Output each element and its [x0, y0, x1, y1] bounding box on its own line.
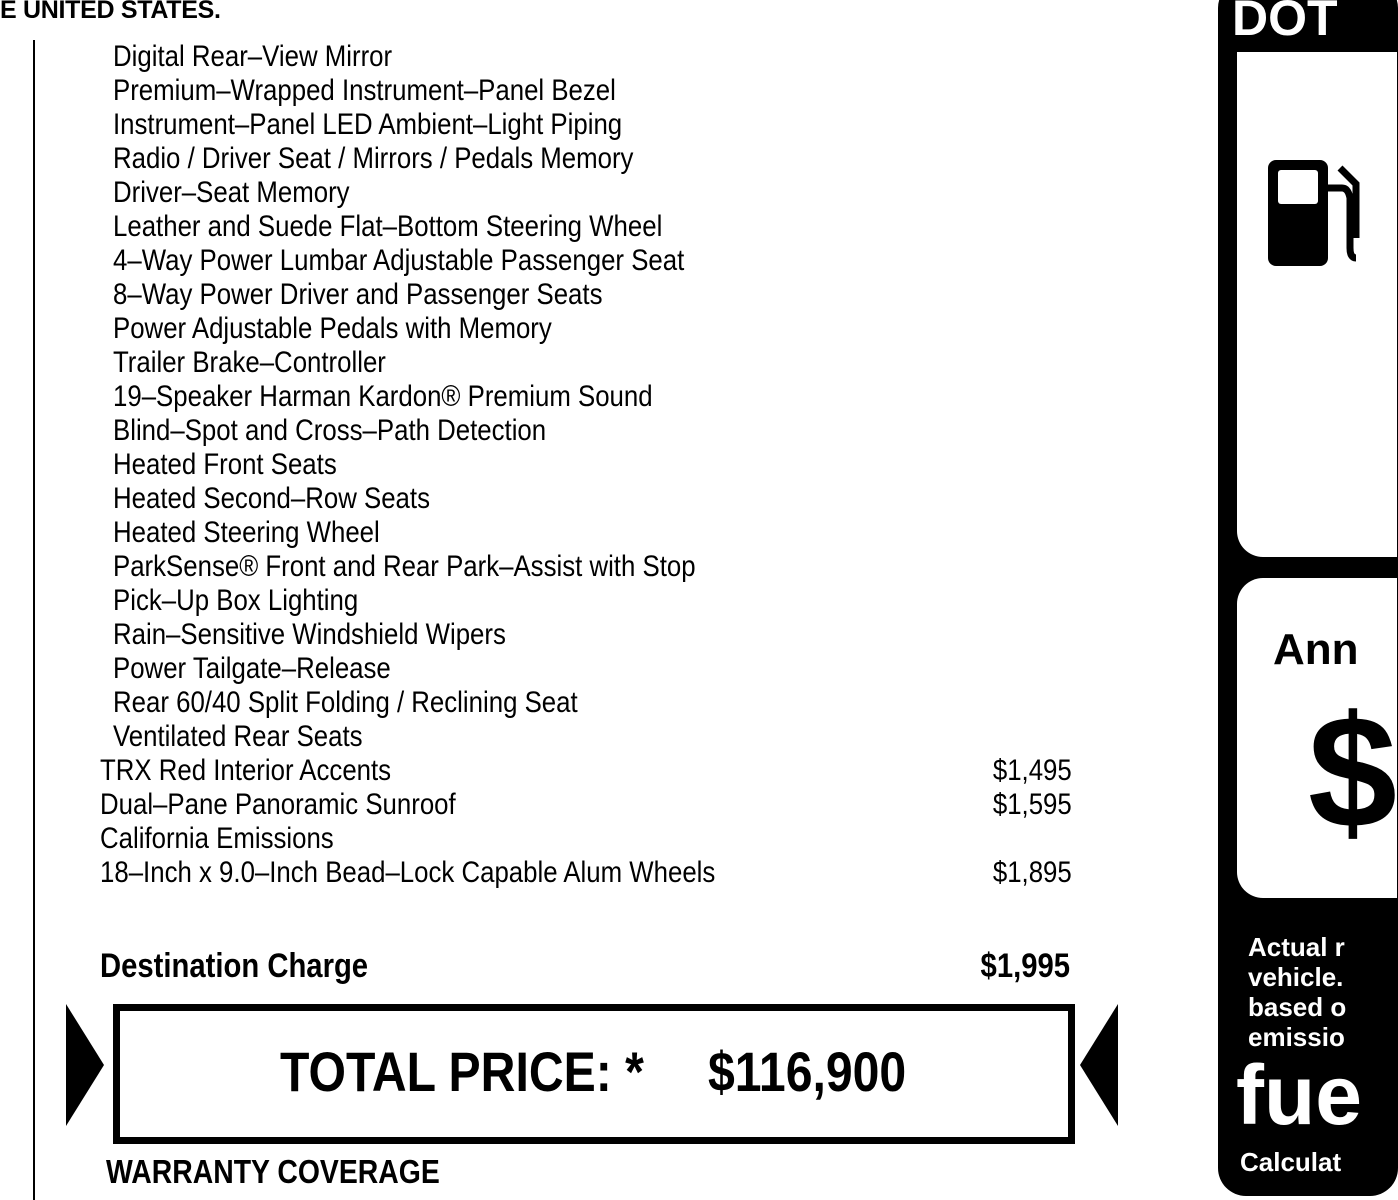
total-price-value: $116,900 [708, 1040, 907, 1103]
feature-item: Instrument–Panel LED Ambient–Light Piping [113, 108, 623, 141]
page-heading: E UNITED STATES. [0, 0, 221, 24]
feature-item: Power Adjustable Pedals with Memory [113, 312, 552, 345]
option-label: Dual–Pane Panoramic Sunroof [100, 788, 456, 821]
feature-item: 19–Speaker Harman Kardon® Premium Sound [113, 380, 653, 413]
label-fine-print [1248, 932, 1346, 1052]
option-price: $1,495 [993, 754, 1072, 787]
feature-item: Heated Front Seats [113, 448, 337, 481]
fine-print-line: vehicle. [1248, 962, 1344, 992]
fine-print-line: based o [1248, 992, 1347, 1022]
feature-item: Rain–Sensitive Windshield Wipers [113, 618, 506, 651]
feature-item: Heated Second–Row Seats [113, 482, 430, 515]
label-calculate-text: Calculat [1240, 1147, 1342, 1177]
fine-print-line: Actual r [1248, 932, 1345, 962]
destination-charge-price: $1,995 [980, 947, 1070, 985]
feature-item: Leather and Suede Flat–Bottom Steering Wheel [113, 210, 663, 243]
fuel-pump-icon [1266, 158, 1362, 270]
arrow-right-icon [66, 1004, 104, 1126]
label-fuel-text: fue [1236, 1048, 1362, 1142]
label-dollar-sign: $ [1308, 682, 1397, 861]
option-price: $1,595 [993, 788, 1072, 821]
feature-item: Power Tailgate–Release [113, 652, 391, 685]
total-price-label: TOTAL PRICE: * [280, 1040, 644, 1103]
label-card-top [1237, 52, 1397, 557]
feature-item: Premium–Wrapped Instrument–Panel Bezel [113, 74, 616, 107]
feature-item: Trailer Brake–Controller [113, 346, 386, 379]
destination-charge-label: Destination Charge [100, 947, 369, 985]
option-price: $1,895 [993, 856, 1072, 889]
feature-item: 4–Way Power Lumbar Adjustable Passenger Seat [113, 244, 685, 277]
option-label: TRX Red Interior Accents [100, 754, 392, 787]
feature-item: Driver–Seat Memory [113, 176, 350, 209]
feature-item: ParkSense® Front and Rear Park–Assist with Stop [113, 550, 696, 583]
feature-item: Rear 60/40 Split Folding / Reclining Seat [113, 686, 578, 719]
fine-print-line: emissio [1248, 1022, 1345, 1052]
left-margin-rule [33, 40, 35, 1200]
label-agency-text: DOT [1232, 0, 1338, 46]
option-label: 18–Inch x 9.0–Inch Bead–Lock Capable Alum Wheels [100, 856, 716, 889]
feature-item: Heated Steering Wheel [113, 516, 380, 549]
feature-item: Radio / Driver Seat / Mirrors / Pedals Memory [113, 142, 634, 175]
option-label: California Emissions [100, 822, 334, 855]
feature-item: Blind–Spot and Cross–Path Detection [113, 414, 547, 447]
feature-item: Digital Rear–View Mirror [113, 40, 393, 73]
feature-item: Ventilated Rear Seats [113, 720, 363, 753]
arrow-left-icon [1080, 1004, 1118, 1126]
feature-item: 8–Way Power Driver and Passenger Seats [113, 278, 603, 311]
label-annual-text: Ann [1273, 625, 1359, 674]
warranty-heading: WARRANTY COVERAGE [106, 1153, 440, 1190]
feature-item: Pick–Up Box Lighting [113, 584, 359, 617]
